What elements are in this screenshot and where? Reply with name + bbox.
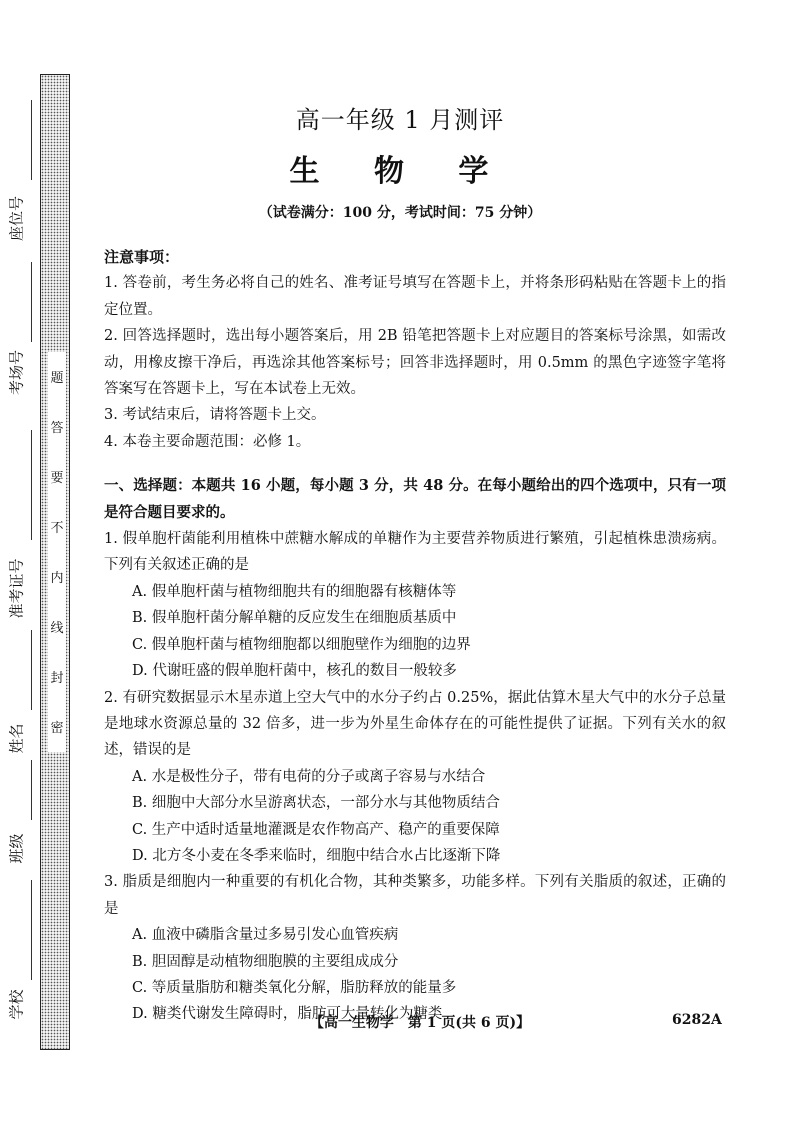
question-stem: 2. 有研究数据显示木星赤道上空大气中的水分子约占 0.25%，据此估算木星大气中的水分子总量是地球水资源总量的 32 倍多，进一步为外星生命体存在的可能性提供了证据。下列有关水的叙述，错误的是 xyxy=(104,689,726,759)
subject-title: 生 物 学 xyxy=(289,154,511,189)
question-option: B. 细胞中大部分水呈游离状态，一部分水与其他物质结合 xyxy=(132,795,500,812)
question-option: C. 假单胞杆菌与植物细胞都以细胞壁作为细胞的边界 xyxy=(132,636,471,653)
question-option: A. 血液中磷脂含量过多易引发心血管疾病 xyxy=(132,927,399,944)
exam-room-line xyxy=(31,262,32,342)
seal-char: 答 xyxy=(50,421,64,436)
notice-item: 4. 本卷主要命题范围：必修 1。 xyxy=(104,433,311,450)
question-option: D. 北方冬小麦在冬季来临时，细胞中结合水占比逐渐下降 xyxy=(132,847,501,864)
section-heading: 一、选择题：本题共 16 小题，每小题 3 分，共 48 分。在每小题给出的四个选项中，只有一项是符合题目要求的。 xyxy=(104,477,726,521)
exam-content xyxy=(104,244,726,1028)
question-option: D. 代谢旺盛的假单胞杆菌中，核孔的数目一般较多 xyxy=(132,663,457,680)
question-stem: 1. 假单胞杆菌能利用植株中蔗糖水解成的单糖作为主要营养物质进行繁殖，引起植株患溃疡病。下列有关叙述正确的是 xyxy=(104,531,726,574)
seal-char: 不 xyxy=(50,521,64,536)
exam-room-label: 考场号 xyxy=(7,350,26,396)
seal-char: 线 xyxy=(50,621,64,636)
seal-char: 封 xyxy=(50,671,64,686)
exam-title: 高一年级 1 月测评 xyxy=(295,106,505,134)
question-option: A. 假单胞杆菌与植物细胞共有的细胞器有核糖体等 xyxy=(132,583,457,600)
name-label: 姓名 xyxy=(7,723,26,754)
notice-item: 1. 答卷前，考生务必将自己的姓名、准考证号填写在答题卡上，并将条形码粘贴在答题卡上的指定位置。 xyxy=(104,275,726,318)
question-stem: 3. 脂质是细胞内一种重要的有机化合物，其种类繁多，功能多样。下列有关脂质的叙述，正确的是 xyxy=(104,874,726,917)
notice-item: 3. 考试结束后，请将答题卡上交。 xyxy=(104,407,326,424)
class-line xyxy=(31,760,32,820)
question-option: C. 等质量脂肪和糖类氧化分解，脂肪释放的能量多 xyxy=(132,979,457,996)
seal-line-box xyxy=(48,352,66,752)
school-label: 学校 xyxy=(7,989,26,1020)
page-info: 【高一生物学 第 1 页(共 6 页)】 xyxy=(309,1015,531,1031)
notice-heading: 注意事项： xyxy=(104,248,180,266)
ticket-number-label: 准考证号 xyxy=(7,558,26,619)
notice-item: 2. 回答选择题时，选出每小题答案后，用 2B 铅笔把答题卡上对应题目的答案标号涂黑，如需改动，用橡皮擦干净后，再选涂其他答案标号；回答非选择题时，用 0.5mm 的黑色字迹签字笔将答案写在答题卡上，写在本试卷上无效。 xyxy=(104,328,726,398)
school-line xyxy=(31,880,32,980)
question-option: C. 生产中适时适量地灌溉是农作物高产、稳产的重要保障 xyxy=(132,821,500,838)
ticket-number-line xyxy=(31,430,32,540)
paper-code: 6282A xyxy=(672,1012,722,1028)
seat-number-label: 座位号 xyxy=(7,196,26,242)
question-option: D. 糖类代谢发生障碍时，脂肪可大量转化为糖类 xyxy=(132,1006,443,1023)
class-label: 班级 xyxy=(7,833,26,864)
seal-char: 内 xyxy=(50,571,64,586)
name-line xyxy=(31,630,32,710)
question-option: B. 胆固醇是动植物细胞膜的主要组成成分 xyxy=(132,953,399,970)
question-option: A. 水是极性分子，带有电荷的分子或离子容易与水结合 xyxy=(132,768,486,785)
question-option: B. 假单胞杆菌分解单糖的反应发生在细胞质基质中 xyxy=(132,610,457,627)
exam-info: （试卷满分：100 分，考试时间：75 分钟） xyxy=(258,205,542,221)
seal-char: 密 xyxy=(50,721,64,736)
seal-char: 要 xyxy=(50,471,64,486)
seal-char: 题 xyxy=(50,371,64,386)
